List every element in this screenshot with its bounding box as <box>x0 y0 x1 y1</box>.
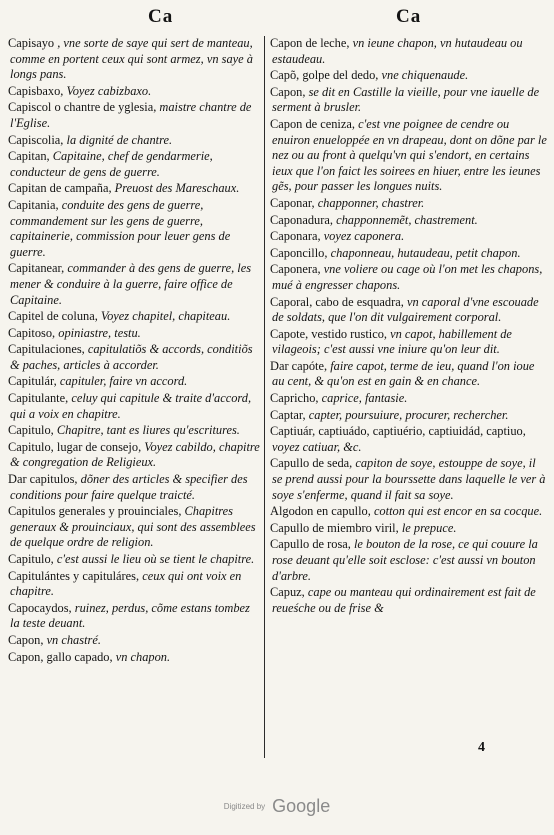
entry-headword: Capuz, <box>270 585 305 600</box>
dictionary-entry <box>8 601 260 632</box>
catchword: 4 <box>478 740 485 755</box>
entry-definition: celuy qui capitule & traite d'accord, qui a voix en chapitre. <box>10 391 252 421</box>
entry-headword: Capisbaxo, <box>8 83 64 98</box>
entry-headword: Capitulante, <box>8 391 69 406</box>
dictionary-entry <box>8 569 260 600</box>
dictionary-entry <box>270 68 548 84</box>
entry-definition: Chapitre, tant es liures qu'escritures. <box>56 423 240 438</box>
dictionary-entry <box>8 149 260 180</box>
entry-headword: Capitoso, <box>8 325 56 340</box>
entry-definition: vn capot, habillement de vilageois; c'est aussi vne iniure qu'on leur dit. <box>272 326 512 357</box>
entry-definition: dõner des articles & specifier des conditions pour faire quelque traicté. <box>10 472 248 502</box>
entry-headword: Capitulo, <box>8 552 54 566</box>
dictionary-entry <box>8 84 260 100</box>
entry-definition: chaponneau, hutaudeau, petit chapon. <box>330 245 521 260</box>
dictionary-entry <box>270 504 548 520</box>
dictionary-entry <box>8 342 260 373</box>
right-column <box>270 36 548 617</box>
left-column <box>8 36 260 666</box>
entry-definition: caprice, fantasie. <box>321 391 408 406</box>
entry-headword: Capitanear, <box>8 261 65 276</box>
dictionary-entry <box>270 85 548 116</box>
entry-headword: Captiuár, captiuádo, captiuério, captiuidád, captiuo, <box>270 424 526 439</box>
column-divider <box>264 36 265 758</box>
entry-definition: c'est aussi le lieu où se tient le chapitre. <box>56 552 255 566</box>
dictionary-entry <box>8 391 260 422</box>
entry-definition: Voyez chapitel, chapiteau. <box>100 309 231 324</box>
entry-headword: Capõ, golpe del dedo, <box>270 68 379 83</box>
entry-definition: Chapitres generaux & prouinciaux, qui sont des assemblees de quelque ordre de religion. <box>10 504 256 550</box>
digitized-by-watermark <box>0 796 554 817</box>
entry-definition: faire capot, terme de ieu, quand l'on ioue au cent, & qu'on est en gain & en chance. <box>272 358 535 389</box>
entry-definition: c'est vne poignee de cendre ou enuiron enueloppée en vn drapeau, dont on dõne par le nez ou au front à quelqu'vn qui s'endort, en certains ieux que l'on faict les soirees en hiuer, entre les ieunes gẽs, pour passer les longues nuits. <box>272 116 547 194</box>
entry-definition: cape ou manteau qui ordinairement est fait de reueśche ou de frise & <box>272 585 536 615</box>
entry-headword: Dar capitulos, <box>8 472 78 487</box>
entry-definition: opiniastre, testu. <box>58 325 141 340</box>
entry-definition: Capitaine, chef de gendarmerie, conducteur de gens de guerre. <box>10 149 213 179</box>
dictionary-entry <box>270 295 548 326</box>
entry-headword: Capisayo <box>8 36 55 50</box>
dictionary-entry <box>270 229 548 245</box>
entry-definition: Voyez cabildo, chapitre & congregation de Religieux. <box>10 439 260 470</box>
entry-headword: Capitulos generales y prouinciales, <box>8 504 182 519</box>
entry-headword: Capitan de campaña, <box>8 181 112 196</box>
dictionary-entry <box>270 456 548 503</box>
entry-definition: chapponnemẽt, chastrement. <box>336 212 478 227</box>
digitized-label: Digitized by <box>223 802 266 811</box>
entry-headword: Capitel de coluna, <box>8 309 98 324</box>
entry-definition: capiton de soye, estouppe de soye, il se prend aussi pour la bourssette dans laquelle le ver à soye s'enferme, quand il fait sa soye. <box>272 456 546 502</box>
dictionary-entry <box>8 374 260 390</box>
dictionary-entry <box>270 521 548 537</box>
dictionary-entry <box>8 440 260 471</box>
entry-headword: Capitulaciones, <box>8 342 85 357</box>
dictionary-entry <box>270 196 548 212</box>
dictionary-entry <box>270 246 548 262</box>
entry-headword: Caponera, <box>270 262 321 277</box>
dictionary-entry <box>8 504 260 551</box>
google-logo: Google <box>272 796 331 816</box>
dictionary-entry <box>270 585 548 616</box>
dictionary-entry <box>8 552 260 568</box>
entry-headword: Capitulár, <box>8 374 57 389</box>
entry-headword: Captar, <box>270 407 306 422</box>
entry-headword: Capitania, <box>8 197 59 212</box>
dictionary-entry <box>270 213 548 229</box>
dictionary-entry <box>8 261 260 308</box>
entry-definition: capter, poursuiure, procurer, rechercher. <box>308 407 509 422</box>
entry-headword: Capricho, <box>270 391 319 406</box>
entry-definition: cotton qui est encor en sa cocque. <box>373 504 543 519</box>
entry-headword: Capitulo, <box>8 423 54 438</box>
dictionary-entry <box>8 36 260 83</box>
entry-headword: Capote, vestido rustico, <box>270 326 388 341</box>
dictionary-entry <box>270 262 548 293</box>
entry-definition: conduite des gens de guerre, commandement sur les gens de guerre, capitainerie, commission pour leuer gens de guerre. <box>10 197 231 259</box>
entry-definition: le prepuce. <box>401 520 457 535</box>
entry-headword: Capiscol o chantre de yglesia, <box>8 100 157 115</box>
entry-definition: Voyez cabizbaxo. <box>66 83 152 98</box>
entry-definition: Preuost des Mareschaux. <box>114 181 240 196</box>
dictionary-entry <box>8 326 260 342</box>
entry-headword: Capiscolia, <box>8 132 64 147</box>
entry-definition: , vne sorte de saye qui sert de manteau, comme en portent ceux qui sont armez, vn saye à longs pans. <box>10 36 253 82</box>
entry-headword: Capullo de seda, <box>270 456 353 471</box>
dictionary-entry <box>8 472 260 503</box>
entry-definition: le bouton de la rose, ce qui couure la rose deuant qu'elle soit esclose: c'est aussi vn bouton d'arbre. <box>272 537 538 583</box>
entry-headword: Caporal, cabo de esquadra, <box>270 294 404 309</box>
dictionary-entry <box>270 391 548 407</box>
entry-headword: Capitulántes y capituláres, <box>8 568 140 583</box>
dictionary-entry <box>270 327 548 358</box>
dictionary-entry <box>270 359 548 390</box>
entry-headword: Caponadura, <box>270 212 333 227</box>
entry-definition: capituler, faire vn accord. <box>59 374 188 389</box>
dictionary-entry <box>270 408 548 424</box>
entry-headword: Caponar, <box>270 195 315 210</box>
dictionary-entry <box>270 117 548 195</box>
entry-definition: vne voliere ou cage où l'on met les chapons, mué à engresser chapons. <box>272 262 543 292</box>
running-header-left: Ca <box>148 6 174 27</box>
entry-definition: commander à des gens de guerre, les mener & conduire à la guerre, faire office de Capitaine. <box>10 261 252 307</box>
entry-definition: maistre chantre de l'Eglise. <box>10 100 252 130</box>
entry-headword: Capon de ceniza, <box>270 116 355 131</box>
entry-headword: Capon, gallo capado, <box>8 649 113 664</box>
entry-headword: Algodon en capullo, <box>270 504 371 519</box>
entry-definition: vne chiquenaude. <box>381 68 469 83</box>
entry-headword: Capullo de rosa, <box>270 537 351 552</box>
entry-headword: Capon, <box>8 632 44 647</box>
entry-headword: Capon de leche, <box>270 36 350 50</box>
entry-headword: Caponcillo, <box>270 245 328 260</box>
entry-definition: la dignité de chantre. <box>66 132 173 147</box>
dictionary-entry <box>270 424 548 455</box>
dictionary-entry <box>8 198 260 260</box>
entry-definition: vn chastré. <box>46 632 101 647</box>
entry-headword: Capocaydos, <box>8 600 72 615</box>
entry-headword: Capullo de miembro viril, <box>270 520 399 535</box>
dictionary-entry <box>8 650 260 666</box>
dictionary-entry <box>8 181 260 197</box>
entry-headword: Capitan, <box>8 149 50 164</box>
entry-headword: Capitulo, lugar de consejo, <box>8 439 142 454</box>
dictionary-entry <box>270 36 548 67</box>
dictionary-entry <box>8 423 260 439</box>
entry-definition: ceux qui ont voix en chapitre. <box>10 568 242 599</box>
dictionary-entry <box>8 133 260 149</box>
entry-definition: se dit en Castille la vieille, pour vne iauelle de serment à brusler. <box>272 84 540 115</box>
dictionary-entry <box>8 309 260 325</box>
entry-definition: capitulatiõs & accords, conditiõs & paches, articles à accorder. <box>10 342 253 372</box>
entry-headword: Caponara, <box>270 229 321 244</box>
dictionary-entry <box>270 537 548 584</box>
dictionary-entry <box>8 100 260 131</box>
entry-headword: Dar capóte, <box>270 358 328 373</box>
running-header-right: Ca <box>396 6 422 27</box>
entry-definition: voyez caponera. <box>323 229 405 244</box>
entry-definition: voyez catiuar, &c. <box>272 439 362 454</box>
entry-definition: ruinez, perdus, cõme estans tombez la teste deuant. <box>10 600 250 631</box>
entry-definition: vn ieune chapon, vn hutaudeau ou estaudeau. <box>272 36 523 66</box>
entry-headword: Capon, <box>270 84 306 99</box>
dictionary-entry <box>8 633 260 649</box>
entry-definition: vn chapon. <box>115 649 171 664</box>
entry-definition: chapponner, chastrer. <box>317 195 425 210</box>
entry-definition: vn caporal d'vne escouade de soldats, que l'on dit vulgairement corporal. <box>272 294 539 325</box>
